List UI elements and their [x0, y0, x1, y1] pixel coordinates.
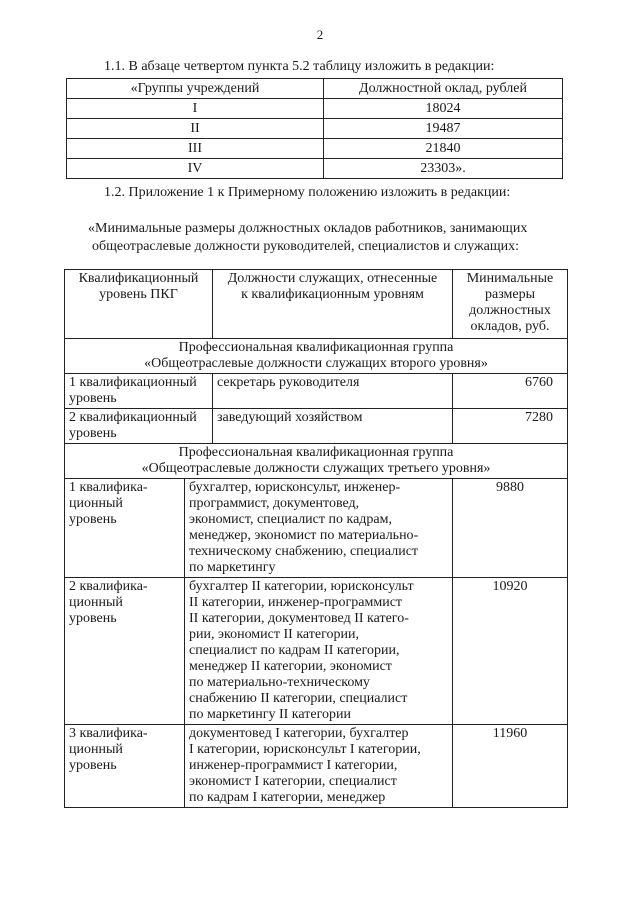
group-title: Профессиональная квалификационная группа «Общеотраслевые должности служащих второго уровня» [65, 339, 568, 374]
group-cell: III [67, 139, 324, 159]
level-cell: 2 квалифика- ционный уровень [65, 578, 185, 725]
positions-cell: бухгалтер II категории, юрисконсульт II категории, инженер-программист II категории, документовед II катего- рии, экономист II категории, специалист по кадрам II категории, менеджер II категории, экономист по материально-техническому снабжению II категории, специалист по маркетингу II категории [185, 578, 453, 725]
table-row [67, 139, 563, 159]
level-cell: 1 квалифика- ционный уровень [65, 479, 185, 578]
heading-line-1: «Минимальные размеры должностных окладов работников, занимающих [88, 221, 528, 236]
table-row [67, 119, 563, 139]
positions-cell: заведующий хозяйством [213, 409, 453, 444]
salary-cell: 6760 [453, 374, 568, 409]
header-level: Квалификационный уровень ПКГ [65, 270, 213, 339]
positions-cell: бухгалтер, юрисконсульт, инженер- программист, документовед, экономист, специалист по кадрам, менеджер, экономист по материально- техническому снабжению, специалист по маркетингу [185, 479, 453, 578]
group-row-third-level [65, 444, 568, 479]
salary-cell: 19487 [324, 119, 563, 139]
table-row [65, 409, 568, 444]
salary-cell: 11960 [453, 725, 568, 808]
table-header-row [67, 79, 563, 99]
page-number: 2 [316, 27, 324, 42]
table-row [67, 99, 563, 119]
group-cell: II [67, 119, 324, 139]
salary-cell: 21840 [324, 139, 563, 159]
salary-groups-table [66, 78, 563, 179]
paragraph-1-2: 1.2. Приложение 1 к Примерному положению изложить в редакции: [104, 185, 511, 200]
table-row [65, 479, 568, 578]
positions-cell: документовед I категории, бухгалтер I категории, юрисконсульт I категории, инженер-программист I категории, экономист I категории, специалист по кадрам I категории, менеджер [185, 725, 453, 808]
table-row [65, 374, 568, 409]
header-cell: Должностной оклад, рублей [324, 79, 563, 99]
level-cell: 3 квалифика- ционный уровень [65, 725, 185, 808]
salary-cell: 9880 [453, 479, 568, 578]
group-cell: I [67, 99, 324, 119]
level-cell: 1 квалификационный уровень [65, 374, 213, 409]
table-row [65, 725, 568, 808]
table-header-row [65, 270, 568, 339]
group-title: Профессиональная квалификационная группа «Общеотраслевые должности служащих третьего уровня» [65, 444, 568, 479]
minimum-salaries-table [64, 269, 568, 808]
salary-cell: 18024 [324, 99, 563, 119]
group-row-second-level [65, 339, 568, 374]
salary-cell: 23303». [324, 159, 563, 179]
table-row [65, 578, 568, 725]
paragraph-1-1: 1.1. В абзаце четвертом пункта 5.2 таблицу изложить в редакции: [104, 59, 495, 74]
salary-cell: 7280 [453, 409, 568, 444]
positions-cell: секретарь руководителя [213, 374, 453, 409]
table-row [67, 159, 563, 179]
header-positions: Должности служащих, отнесенные к квалификационным уровням [213, 270, 453, 339]
group-cell: IV [67, 159, 324, 179]
header-cell: «Группы учреждений [67, 79, 324, 99]
header-salary: Минимальные размеры должностных окладов, руб. [453, 270, 568, 339]
level-cell: 2 квалификационный уровень [65, 409, 213, 444]
salary-cell: 10920 [453, 578, 568, 725]
heading-line-2: общеотраслевые должности руководителей, специалистов и служащих: [92, 239, 520, 254]
